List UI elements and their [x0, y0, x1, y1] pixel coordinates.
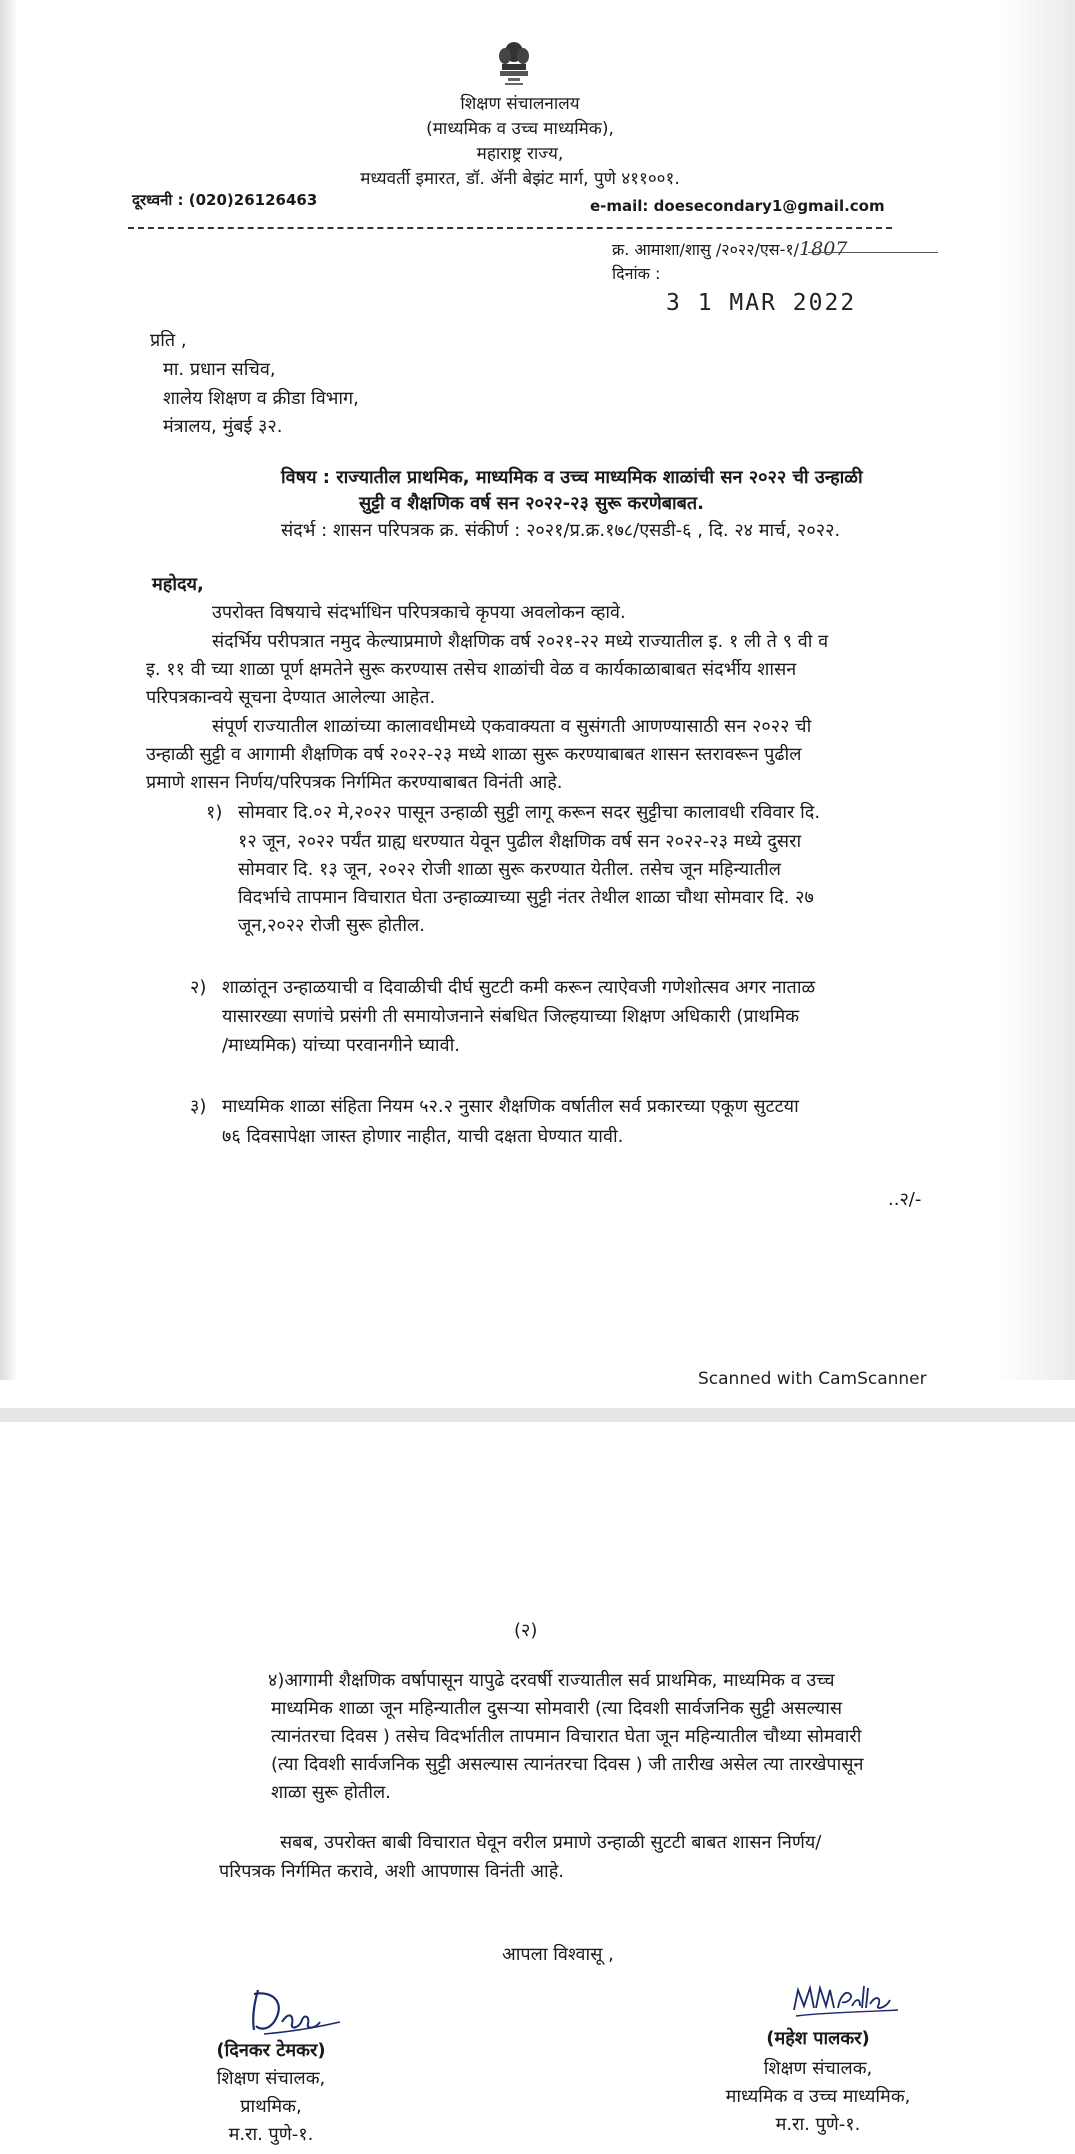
date-label: दिनांक : [612, 264, 661, 283]
item-3-number: ३) [190, 1096, 207, 1117]
addressee-prati: प्रति , [150, 330, 187, 351]
subject-reference: संदर्भ : शासन परिपत्रक क्र. संकीर्ण : २०२१/प्र.क्र.१७८/एसडी-६ , दि. २४ मार्च, २०२२. [281, 520, 841, 541]
signatory-right-title-3: म.रा. पुणे-१. [775, 2114, 861, 2135]
closing-line-1: सबब, उपरोक्त बाबी विचारात घेवून वरील प्रमाणे उन्हाळी सुटटी बाबत शासन निर्णय/ [280, 1832, 822, 1853]
item-4-line-4: (त्या दिवशी सार्वजनिक सुट्टी असल्यास त्यानंतरचा दिवस ) जी तारीख असेल त्या तारखेपासून [271, 1754, 864, 1775]
header-phone: दूरध्वनी : (020)26126463 [132, 191, 318, 209]
body-paragraph-3-line-1: संपूर्ण राज्यातील शाळांच्या कालावधीमध्ये एकवाक्यता व सुसंगती आणण्यासाठी सन २०२२ ची [212, 716, 812, 737]
signatory-left-title-3: म.रा. पुणे-१. [228, 2124, 314, 2145]
letter-page-2 [0, 1422, 1075, 2154]
item-4-line-5: शाळा सुरू होतील. [271, 1782, 391, 1803]
header-state: महाराष्ट्र राज्य, [476, 144, 564, 164]
continued-marker: ..२/- [888, 1189, 922, 1210]
item-1-line-3: सोमवार दि. १३ जून, २०२२ रोजी शाळा सुरू करण्यात येतील. तसेच जून महिन्यातील [238, 859, 782, 880]
addressee-line-1: मा. प्रधान सचिव, [163, 359, 276, 380]
item-1-line-1: सोमवार दि.०२ मे,२०२२ पासून उन्हाळी सुट्टी लागू करून सदर सुट्टीचा कालावधी रविवार दि. [238, 802, 821, 823]
body-paragraph-2-line-1: संदर्भिय परीपत्रात नमुद केल्याप्रमाणे शैक्षणिक वर्ष २०२१-२२ मध्ये राज्यातील इ. १ ली ते ९ वी व [212, 631, 829, 652]
reference-underline [808, 252, 938, 253]
reference-number-handwritten: 1807 [799, 238, 848, 260]
signature-right-icon [790, 1980, 900, 2022]
body-paragraph-3-line-3: प्रमाणे शासन निर्णय/परिपत्रक निर्गमित करण्याबाबत विनंती आहे. [146, 772, 563, 793]
item-4-line-3: त्यानंतरचा दिवस ) तसेच विदर्भातील तापमान विचारात घेता जून महिन्यातील चौथ्या सोमवारी [271, 1726, 862, 1747]
reference-number-text: क्र. आमाशा/शासु /२०२२/एस-१/ [612, 240, 800, 259]
item-2-line-2: यासारख्या सणांचे प्रसंगी ती समायोजनाने संबधित जिल्हयाच्या शिक्षण अधिकारी (प्राथमिक [222, 1006, 800, 1027]
item-4-line-1: ४)आगामी शैक्षणिक वर्षापासून यापुढे दरवर्षी राज्यातील सर्व प्राथमिक, माध्यमिक व उच्च [268, 1670, 835, 1691]
scanner-watermark: Scanned with CamScanner [698, 1369, 927, 1389]
scan-shadow-right [995, 0, 1075, 1380]
header-office-name: शिक्षण संचालनालय [460, 94, 580, 114]
salutation: महोदय, [152, 574, 204, 595]
signatory-left-title-1: शिक्षण संचालक, [216, 2068, 326, 2089]
body-paragraph-2-line-2: इ. ११ वी च्या शाळा पूर्ण क्षमतेने सुरू करण्यास तसेच शाळांची वेळ व कार्यकाळाबाबत संदर्भीय शासन [146, 659, 797, 680]
header-divider [128, 227, 892, 229]
signatory-right-title-1: शिक्षण संचालक, [763, 2058, 873, 2079]
page-number: (२) [514, 1620, 538, 1641]
addressee-line-2: शालेय शिक्षण व क्रीडा विभाग, [163, 388, 359, 409]
scan-shadow-left [0, 0, 18, 1380]
state-emblem-icon [494, 38, 534, 94]
signatory-left-title-2: प्राथमिक, [240, 2096, 302, 2117]
item-1-line-4: विदर्भाचे तापमान विचारात घेता उन्हाळ्याच्या सुट्टी नंतर तेथील शाळा चौथा सोमवार दि. २७ [238, 887, 814, 908]
item-1-line-2: १२ जून, २०२२ पर्यंत ग्राह्य धरण्यात येवून पुढील शैक्षणिक वर्ष सन २०२२-२३ मध्ये दुसरा [238, 831, 802, 852]
header-address: मध्यवर्ती इमारत, डॉ. ॲनी बेझंट मार्ग, पुणे ४११००१. [360, 169, 680, 189]
signatory-left-name: (दिनकर टेमकर) [216, 2040, 326, 2061]
header-email: e-mail: doesecondary1@gmail.com [590, 197, 885, 215]
item-4-line-2: माध्यमिक शाळा जून महिन्यातील दुसऱ्या सोमवारी (त्या दिवशी सार्वजनिक सुट्टी असल्यास [271, 1698, 843, 1719]
signatory-right-name: (महेश पालकर) [766, 2028, 870, 2049]
date-stamp: 3 1 MAR 2022 [666, 290, 857, 316]
header-department: (माध्यमिक व उच्च माध्यमिक), [426, 119, 614, 139]
item-1-number: १) [206, 802, 223, 823]
subject-line-1: विषय : राज्यातील प्राथमिक, माध्यमिक व उच्च माध्यमिक शाळांची सन २०२२ ची उन्हाळी [281, 467, 863, 488]
closing-line-2: परिपत्रक निर्गमित करावे, अशी आपणास विनंती आहे. [219, 1861, 564, 1882]
addressee-line-3: मंत्रालय, मुंबई ३२. [163, 416, 283, 437]
item-3-line-2: ७६ दिवसापेक्षा जास्त होणार नाहीत, याची दक्षता घेण्यात यावी. [222, 1126, 624, 1147]
reference-number [612, 238, 847, 260]
item-3-line-1: माध्यमिक शाळा संहिता नियम ५२.२ नुसार शैक्षणिक वर्षातील सर्व प्रकारच्या एकूण सुटटया [222, 1096, 799, 1117]
body-paragraph-1: उपरोक्त विषयाचे संदर्भाधिन परिपत्रकाचे कृपया अवलोकन व्हावे. [212, 602, 626, 623]
signature-left-icon [244, 1984, 344, 2042]
yours-faithfully: आपला विश्वासू , [502, 1944, 614, 1965]
page-separator [0, 1408, 1075, 1422]
body-paragraph-2-line-3: परिपत्रकान्वये सूचना देण्यात आलेल्या आहेत. [146, 687, 436, 708]
item-2-line-1: शाळांतून उन्हाळयाची व दिवाळीची दीर्घ सुटटी कमी करून त्याऐवजी गणेशोत्सव अगर नाताळ [222, 977, 816, 998]
body-paragraph-3-line-2: उन्हाळी सुट्टी व आगामी शैक्षणिक वर्ष २०२२-२३ मध्ये शाळा सुरू करण्याबाबत शासन स्तरावरून पुढील [146, 744, 802, 765]
item-2-line-3: /माध्यमिक) यांच्या परवानगीने घ्यावी. [222, 1035, 460, 1056]
subject-line-2: सुट्टी व शैक्षणिक वर्ष सन २०२२-२३ सुरू करणेबाबत. [359, 493, 705, 514]
signatory-right-title-2: माध्यमिक व उच्च माध्यमिक, [725, 2086, 911, 2107]
item-2-number: २) [190, 977, 207, 998]
item-1-line-5: जून,२०२२ रोजी सुरू होतील. [238, 915, 425, 936]
